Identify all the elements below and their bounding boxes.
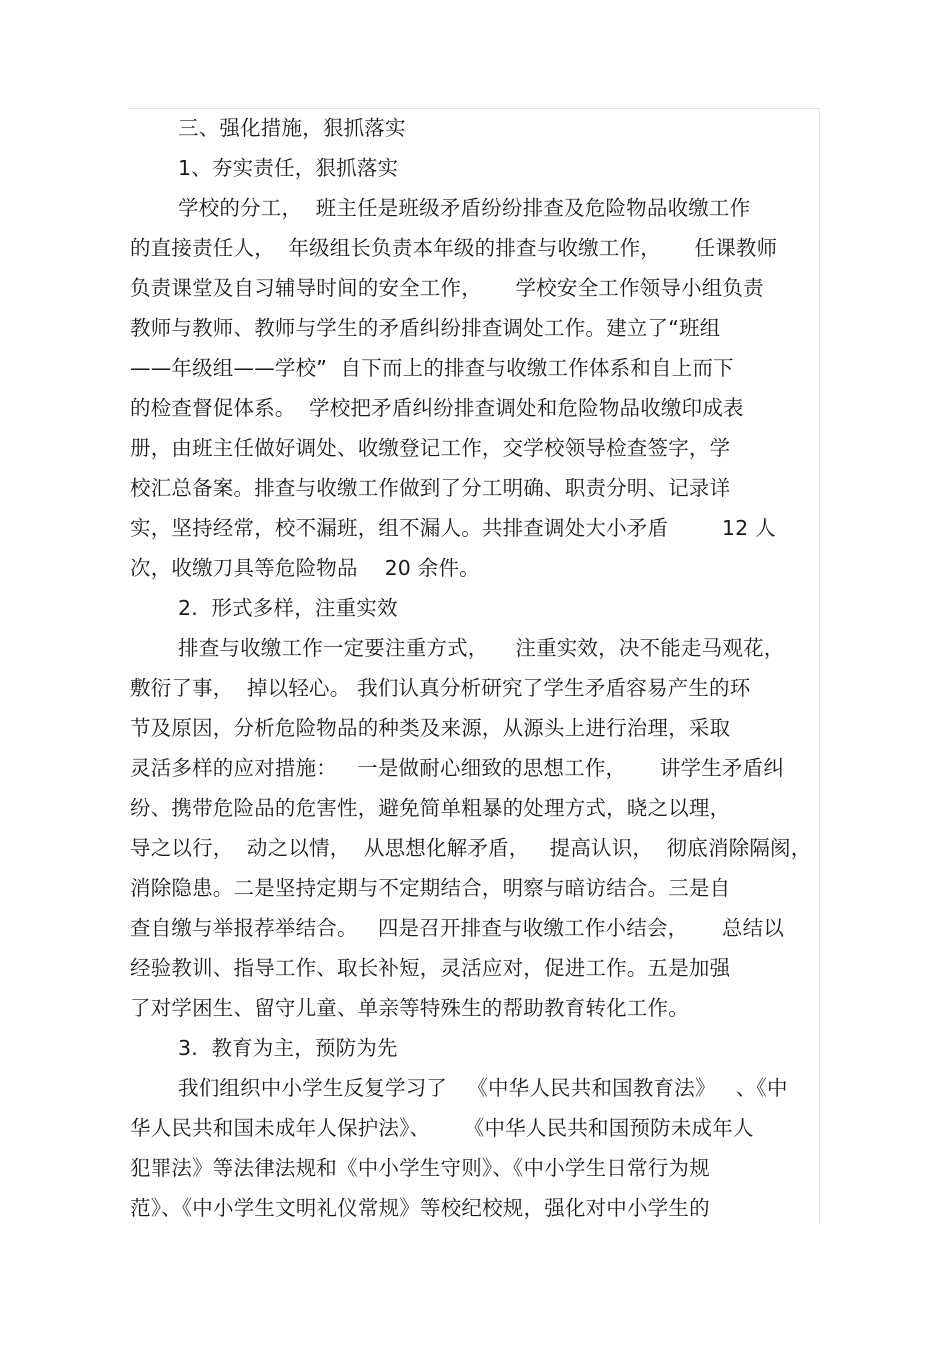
subsection-heading: 1、夯实责任，狠抓落实 — [178, 156, 399, 180]
paragraph-line: 的检查督促体系。 学校把矛盾纠纷排查调处和危险物品收缴印成表 — [130, 396, 744, 420]
paragraph-line: 华人民共和国未成年人保护法》、 《中华人民共和国预防未成年人 — [130, 1116, 754, 1140]
paragraph-line: 教师与教师、教师与学生的矛盾纠纷排查调处工作。建立了“班组 — [130, 316, 721, 340]
paragraph-line: 范》、《中小学生文明礼仪常规》等校纪校规，强化对中小学生的 — [130, 1196, 710, 1220]
paragraph-line: ——年级组——学校” 自下而上的排查与收缴工作体系和自上而下 — [130, 356, 734, 380]
paragraph-line: 犯罪法》等法律法规和《中小学生守则》、《中小学生日常行为规 — [130, 1156, 710, 1180]
paragraph-line: 次，收缴刀具等危险物品 20 余件。 — [130, 556, 480, 580]
paragraph-line: 消除隐患。二是坚持定期与不定期结合，明察与暗访结合。三是自 — [130, 876, 731, 900]
paragraph-line: 排查与收缴工作一定要注重方式， 注重实效，决不能走马观花， — [178, 636, 785, 660]
section-heading: 三、强化措施，狠抓落实 — [178, 116, 406, 140]
paragraph-line: 了对学困生、留守儿童、单亲等特殊生的帮助教育转化工作。 — [130, 996, 689, 1020]
subsection-heading: 2. 形式多样，注重实效 — [178, 596, 398, 620]
paragraph-line: 导之以行， 动之以情， 从思想化解矛盾， 提高认识， 彻底消除隔阂， — [130, 836, 812, 860]
paragraph-line: 册，由班主任做好调处、收缴登记工作，交学校领导检查签字，学 — [130, 436, 731, 460]
paragraph-line: 我们组织中小学生反复学习了 《中华人民共和国教育法》 、《中 — [178, 1076, 788, 1100]
paragraph-line: 查自缴与举报荐举结合。 四是召开排查与收缴工作小结会， 总结以 — [130, 916, 785, 940]
paragraph-line: 节及原因，分析危险物品的种类及来源，从源头上进行治理，采取 — [130, 716, 731, 740]
paragraph-line: 学校的分工， 班主任是班级矛盾纷纷排查及危险物品收缴工作 — [178, 196, 751, 220]
paragraph-line: 经验教训、指导工作、取长补短，灵活应对，促进工作。五是加强 — [130, 956, 731, 980]
paragraph-line: 纷、携带危险品的危害性，避免简单粗暴的处理方式，晓之以理， — [130, 796, 731, 820]
paragraph-line: 的直接责任人， 年级组长负责本年级的排查与收缴工作， 任课教师 — [130, 236, 778, 260]
subsection-heading: 3. 教育为主，预防为先 — [178, 1036, 398, 1060]
paragraph-line: 校汇总备案。排查与收缴工作做到了分工明确、职责分明、记录详 — [130, 476, 731, 500]
paragraph-line: 敷衍了事， 掉以轻心。 我们认真分析研究了学生矛盾容易产生的环 — [130, 676, 751, 700]
paragraph-line: 负责课堂及自习辅导时间的安全工作， 学校安全工作领导小组负责 — [130, 276, 764, 300]
paragraph-line: 实，坚持经常，校不漏班，组不漏人。共排查调处大小矛盾 12 人 — [130, 516, 776, 540]
paragraph-line: 灵活多样的应对措施： 一是做耐心细致的思想工作， 讲学生矛盾纠 — [130, 756, 785, 780]
